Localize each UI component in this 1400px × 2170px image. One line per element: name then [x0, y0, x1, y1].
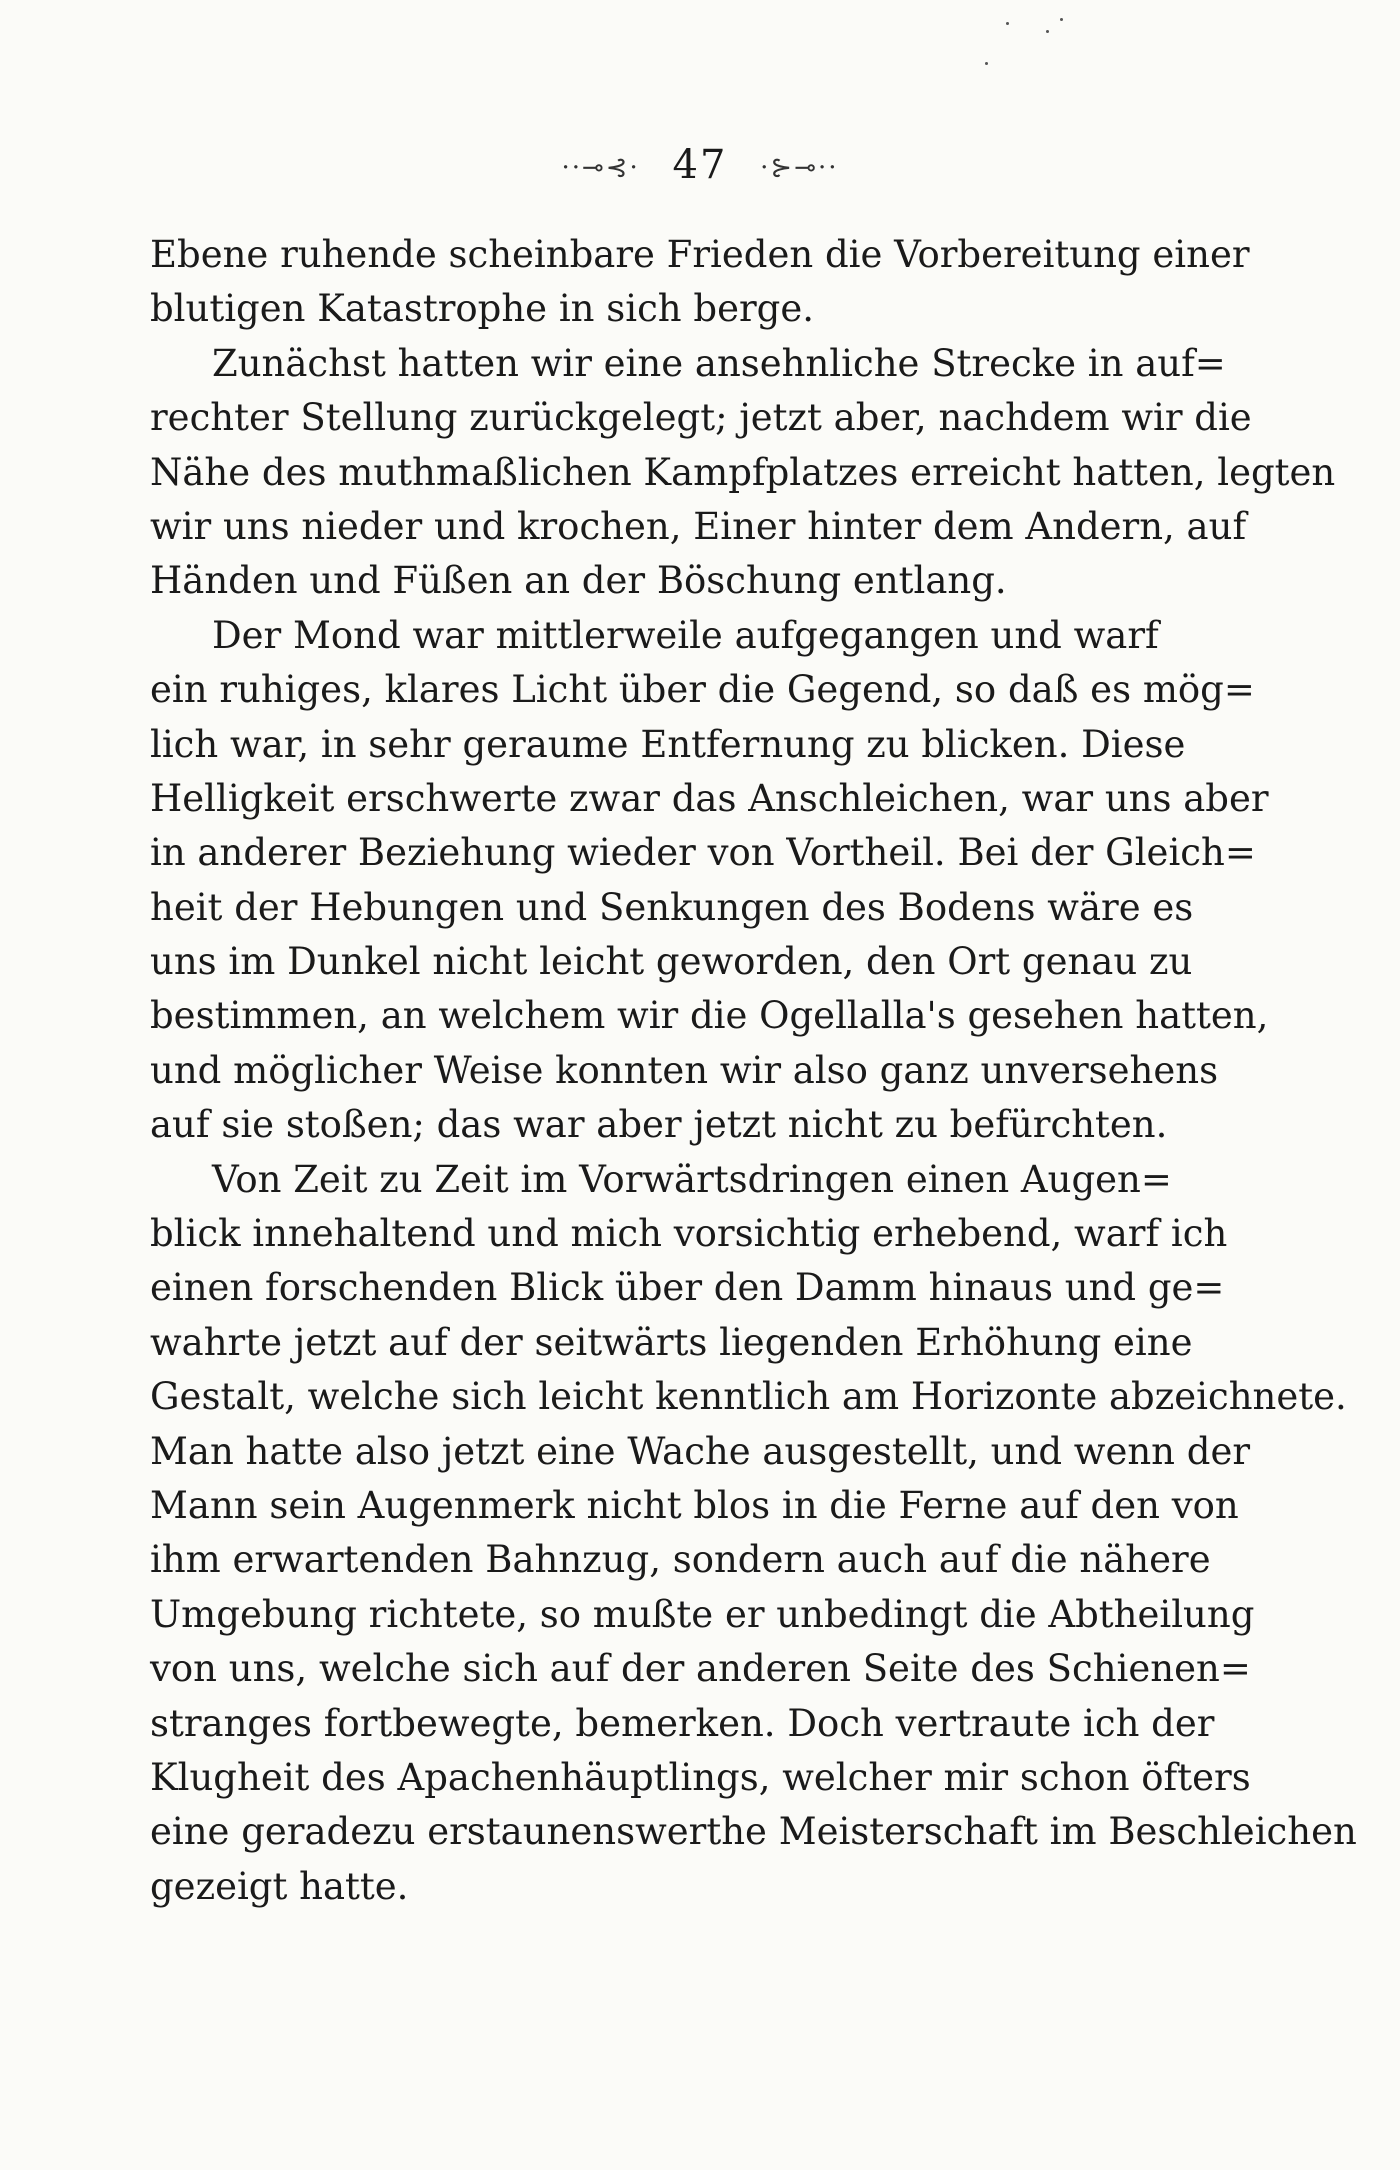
- text-line: Umgebung richtete, so mußte er unbedingt die Abtheilung: [150, 1592, 1255, 1636]
- text-line: bestimmen, an welchem wir die Ogellalla's gesehen hatten,: [150, 994, 1269, 1038]
- text-line: Ebene ruhende scheinbare Frieden die Vorbereitung einer: [150, 233, 1250, 276]
- text-line: Man hatte also jetzt eine Wache ausgestellt, und wenn der: [150, 1429, 1251, 1473]
- text-line: auf sie stoßen; das war aber jetzt nicht zu befürchten.: [150, 1103, 1168, 1147]
- text-line: rechter Stellung zurückgelegt; jetzt aber, nachdem wir die: [150, 396, 1252, 440]
- text-line: und möglicher Weise konnten wir also ganz unversehens: [150, 1048, 1219, 1092]
- paragraph-first-line: Der Mond war mittlerweile aufgegangen und warf: [212, 613, 1159, 657]
- page-header: [0, 140, 1400, 193]
- text-line: ihm erwartenden Bahnzug, sondern auch auf die nähere: [150, 1538, 1211, 1582]
- header-ornament-left: ··⊸⊰·: [561, 153, 640, 183]
- text-line: ein ruhiges, klares Licht über die Gegend, so daß es mög=: [150, 668, 1255, 712]
- text-line: Klugheit des Apachenhäuptlings, welcher mir schon öfters: [150, 1755, 1251, 1799]
- paragraph-first-line: Von Zeit zu Zeit im Vorwärtsdringen einen Augen=: [212, 1157, 1172, 1201]
- text-line: uns im Dunkel nicht leicht geworden, den Ort genau zu: [150, 940, 1193, 984]
- paper-speck: [1060, 18, 1063, 21]
- text-line: Gestalt, welche sich leicht kenntlich am Horizonte abzeichnete.: [150, 1375, 1347, 1419]
- paper-speck: [1046, 30, 1049, 33]
- text-line: heit der Hebungen und Senkungen des Bodens wäre es: [150, 885, 1194, 929]
- text-line: Helligkeit erschwerte zwar das Anschleichen, war uns aber: [150, 776, 1269, 820]
- text-line: Mann sein Augenmerk nicht blos in die Ferne auf den von: [150, 1483, 1239, 1527]
- page-number: 47: [672, 142, 728, 188]
- text-line: in anderer Beziehung wieder von Vortheil. Bei der Gleich=: [150, 831, 1256, 875]
- paragraph-first-line: Zunächst hatten wir eine ansehnliche Strecke in auf=: [212, 341, 1226, 385]
- paper-speck: [985, 62, 988, 65]
- text-line: von uns, welche sich auf der anderen Seite des Schienen=: [150, 1647, 1251, 1691]
- header-ornament-right: ·⊱⊸··: [760, 153, 839, 183]
- text-line: lich war, in sehr geraume Entfernung zu blicken. Diese: [150, 722, 1186, 766]
- text-line: stranges fortbewegte, bemerken. Doch vertraute ich der: [150, 1701, 1215, 1745]
- body-text: [150, 228, 1357, 1914]
- text-line: einen forschenden Blick über den Damm hinaus und ge=: [150, 1266, 1225, 1310]
- text-line: Händen und Füßen an der Böschung entlang.: [150, 559, 1007, 603]
- text-line: gezeigt hatte.: [150, 1864, 409, 1908]
- text-line: blick innehaltend und mich vorsichtig erhebend, warf ich: [150, 1212, 1228, 1256]
- text-line: wir uns nieder und krochen, Einer hinter dem Andern, auf: [150, 504, 1247, 548]
- text-line: wahrte jetzt auf der seitwärts liegenden Erhöhung eine: [150, 1320, 1193, 1364]
- text-line: eine geradezu erstaunenswerthe Meisterschaft im Beschleichen: [150, 1810, 1357, 1854]
- text-line: blutigen Katastrophe in sich berge.: [150, 287, 815, 331]
- text-line: Nähe des muthmaßlichen Kampfplatzes erreicht hatten, legten: [150, 450, 1336, 494]
- paper-speck: [1006, 22, 1009, 25]
